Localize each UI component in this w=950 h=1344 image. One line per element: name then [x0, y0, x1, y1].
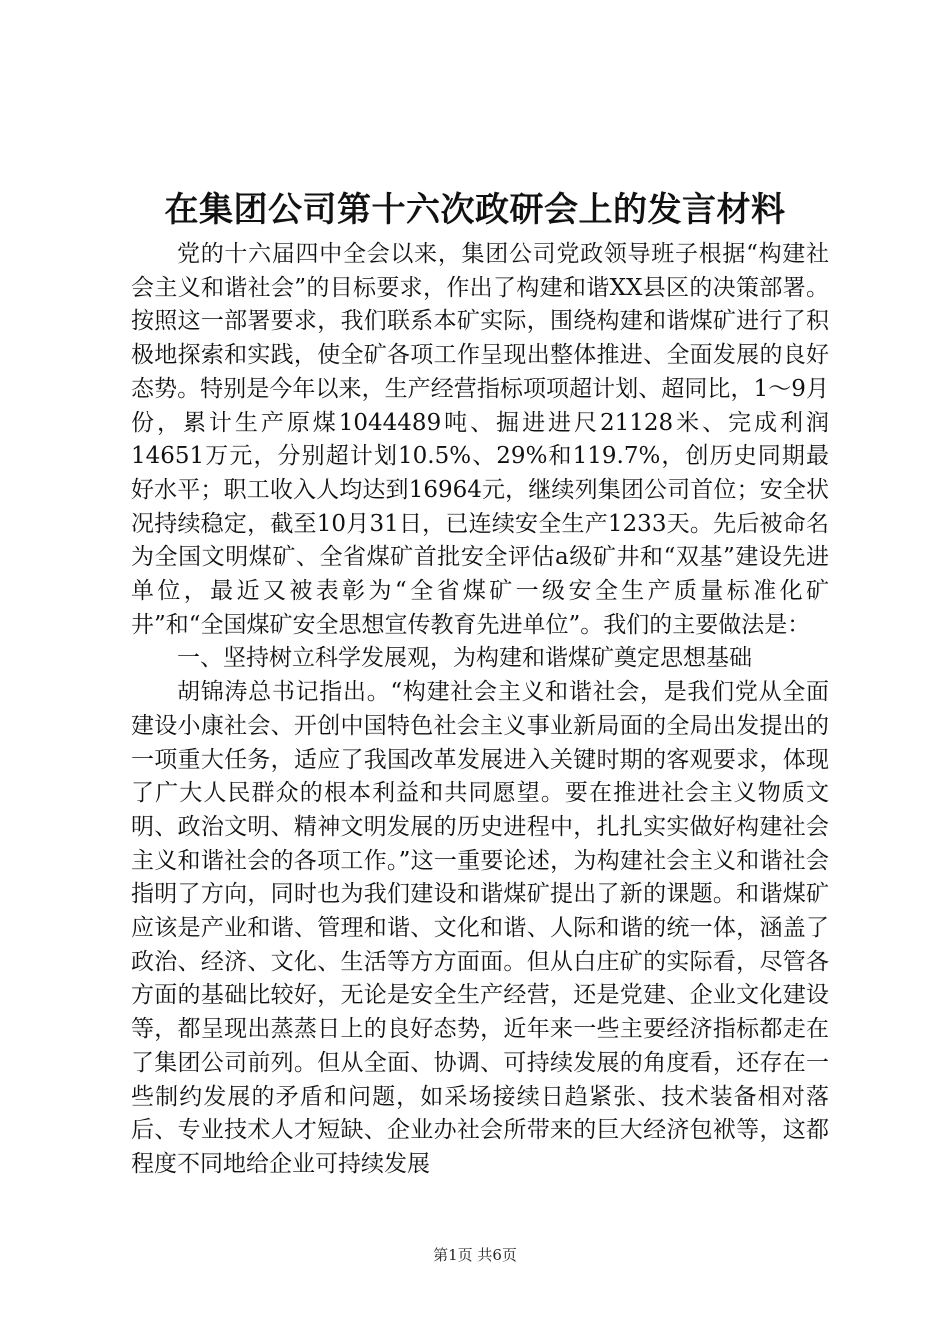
section-heading-1: 一、坚持树立科学发展观，为构建和谐煤矿奠定思想基础: [177, 645, 752, 672]
page-footer: 第1页 共6页: [433, 1246, 517, 1264]
document-body: [131, 238, 829, 1182]
paragraph-section-1: 胡锦涛总书记指出。“构建社会主义和谐社会，是我们党从全面建设小康社会、开创中国特色社会主义事业新局面的全局出发提出的一项重大任务，适应了我国改革发展进入关键时期的客观要求，体现了广大人民群众的根本利益和共同愿望。要在推进社会主义物质文明、政治文明、精神文明发展的历史进程中，扎扎实实做好构建社会主义和谐社会的各项工作。”这一重要论述，为构建社会主义和谐社会指明了方向，同时也为我们建设和谐煤矿提出了新的课题。和谐煤矿应该是产业和谐、管理和谐、文化和谐、人际和谐的统一体，涵盖了政治、经济、文化、生活等方方面面。但从白庄矿的实际看，尽管各方面的基础比较好，无论是安全生产经营，还是党建、企业文化建设等，都呈现出蒸蒸日上的良好态势，近年来一些主要经济指标都走在了集团公司前列。但从全面、协调、可持续发展的角度看，还存在一些制约发展的矛盾和问题，如采场接续日趋紧张、技术装备相对落后、专业技术人才短缺、企业办社会所带来的巨大经济包袱等，这都程度不同地给企业可持续发展: [131, 679, 829, 1177]
paragraph-intro: 党的十六届四中全会以来，集团公司党政领导班子根据“构建社会主义和谐社会”的目标要求，作出了构建和谐XX县区的决策部署。按照这一部署要求，我们联系本矿实际，围绕构建和谐煤矿进行了积极地探索和实践，使全矿各项工作呈现出整体推进、全面发展的良好态势。特别是今年以来，生产经营指标项项超计划、超同比，1～9月份，累计生产原煤1044489吨、掘进进尺21128米、完成利润14651万元，分别超计划10.5%、29%和119.7%，创历史同期最好水平；职工收入人均达到16964元，继续列集团公司首位；安全状况持续稳定，截至10月31日，已连续安全生产1233天。先后被命名为全国文明煤矿、全省煤矿首批安全评估a级矿井和“双基”建设先进单位，最近又被表彰为“全省煤矿一级安全生产质量标准化矿井”和“全国煤矿安全思想宣传教育先进单位”。我们的主要做法是：: [131, 241, 829, 638]
document-title: 在集团公司第十六次政研会上的发言材料: [164, 190, 786, 230]
